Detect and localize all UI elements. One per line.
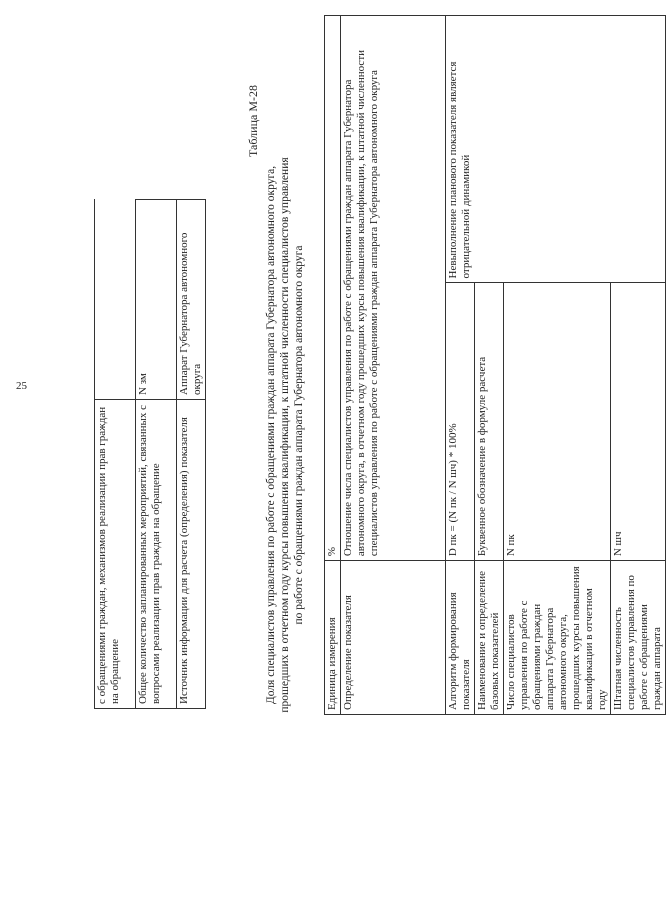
base-item-label: Число специалистов управления по работе с обращениями граждан аппарата Губернатора автономного округа, прошедших курсы повышения квалификации в отчетном году	[504, 561, 611, 715]
table-row	[136, 200, 177, 709]
base-label: Наименование и определение базовых показателей	[475, 561, 504, 715]
table-row	[446, 16, 475, 715]
page-number: 25	[16, 380, 27, 392]
table-label: Таблица М-28	[246, 85, 260, 157]
table-row	[341, 16, 446, 715]
algorithm-value: D пк = (N пк / N шч) * 100%	[446, 283, 475, 561]
definition-value: Отношение числа специалистов управления по работе с обращениями граждан аппарата Губернатора автономного округа, в отчетном году прошедших курсы повышения квалификации, к штатной численности специалистов управления по работе с обращениями граждан аппарата Губернатора автономного округа	[341, 16, 446, 561]
table-cell: Аппарат Губернатора автономного округа	[177, 200, 206, 400]
table-cell: Общее количество запланированных мероприятий, связанных с вопросами реализации прав граждан на обращение	[136, 400, 177, 709]
table-cell: N зм	[136, 200, 177, 400]
table-title: Доля специалистов управления по работе с обращениями граждан аппарата Губернатора автономного округа, прошедших в отчетном году курсы повышения квалификации, к штатной численности специалистов управления по работе с обращениями граждан аппарата Губернатора автономного округа	[265, 157, 305, 713]
unit-label: Единица измерения	[325, 561, 341, 715]
table-row	[325, 16, 341, 715]
algorithm-label: Алгоритм формирования показателя	[446, 561, 475, 715]
base-item-symbol: N шч	[611, 283, 666, 561]
table-row	[177, 200, 206, 709]
indicator-table	[324, 15, 666, 715]
base-header: Буквенное обозначение в формуле расчета	[475, 283, 504, 561]
table-cell: с обращениями граждан, механизмов реализации прав граждан на обращение	[95, 400, 136, 709]
table-cell: Источник информации для расчета (определения) показателя	[177, 400, 206, 709]
table-row	[95, 200, 136, 709]
continuation-table	[94, 199, 206, 709]
base-item-label: Штатная численность специалистов управления по работе с обращениями граждан аппарата	[611, 561, 666, 715]
unit-value: %	[325, 16, 341, 561]
base-item-symbol: N пк	[504, 283, 611, 561]
table-cell	[95, 200, 136, 400]
definition-label: Определение показателя	[341, 561, 446, 715]
algorithm-note: Невыполнение планового показателя является отрицательной динамикой	[446, 16, 666, 283]
